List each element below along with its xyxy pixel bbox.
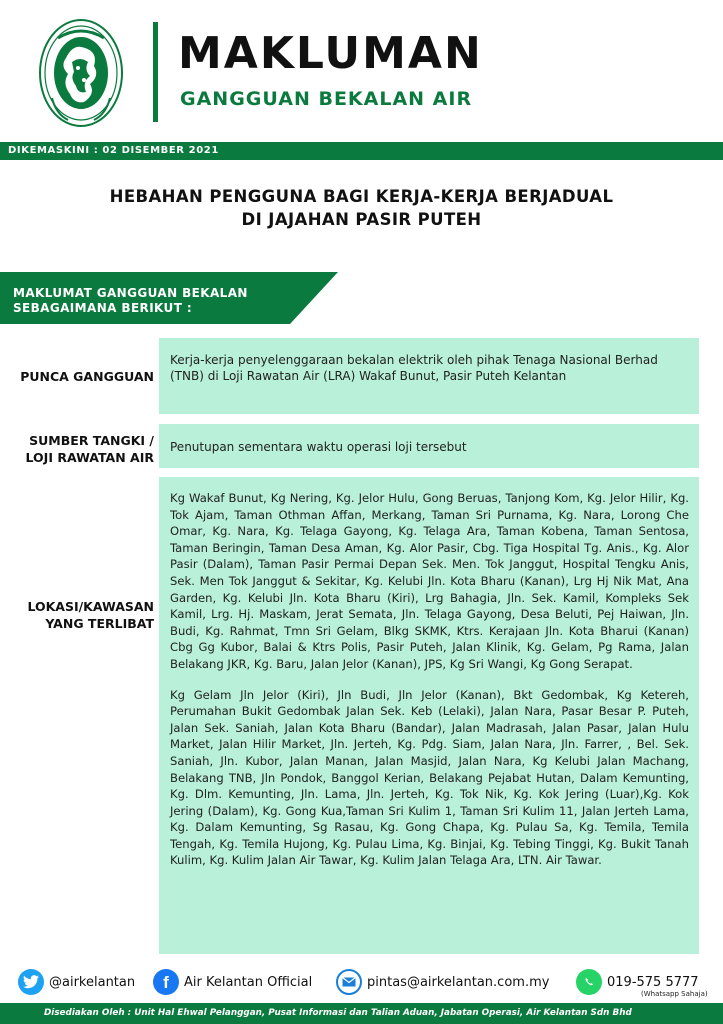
facebook-name: Air Kelantan Official — [184, 974, 313, 990]
contact-footer — [0, 962, 723, 1002]
page-subtitle: GANGGUAN BEKALAN AIR — [180, 88, 473, 110]
company-logo — [38, 18, 124, 128]
phone-number: 019-575 5777 — [607, 974, 699, 990]
prepared-by-bar — [0, 1003, 723, 1024]
twitter-handle: @airkelantan — [49, 974, 136, 990]
cause-label: PUNCA GANGGUAN — [20, 369, 154, 384]
locations-box — [159, 477, 699, 954]
source-text: Penutupan sementara waktu operasi loji tersebut — [170, 440, 467, 454]
locations-label — [27, 598, 154, 632]
headline-line1: HEBAHAN PENGGUNA BAGI KERJA-KERJA BERJADUAL — [109, 187, 614, 206]
facebook-contact[interactable] — [153, 962, 312, 1002]
logo-icon — [38, 18, 124, 128]
section-banner — [0, 272, 340, 324]
updated-date: DIKEMASKINI : 02 DISEMBER 2021 — [8, 145, 219, 156]
cause-text: Kerja-kerja penyelenggaraan bekalan elektrik oleh pihak Tenaga Nasional Berhad (TNB) di Loji Rawatan Air (LRA) Wakaf Bunut, Pasir Puteh Kelantan — [170, 353, 658, 383]
email-icon — [336, 969, 362, 995]
phone-note: (Whatsapp Sahaja) — [641, 990, 708, 998]
email-contact[interactable] — [336, 962, 549, 1002]
updated-bar — [0, 142, 723, 160]
facebook-icon: f — [153, 969, 179, 995]
cause-box — [159, 338, 699, 414]
locations-paragraph-1: Kg Wakaf Bunut, Kg Nering, Kg. Jelor Hulu, Gong Beruas, Tanjong Kom, Kg. Jelor Hilir, Kg. Tok Ajam, Taman Othman Affan, Merkang, Taman Sri Purnama, Kg. Nara, Lorong Che Omar, Kg. Nara, Kg. Telaga Gayong, Kg. Telaga Ara, Taman Kobena, Taman Sentosa, Taman Beringin, Taman Desa Aman, Kg. Alor Pasir, Cbg. Tiga Hospital Tg. Anis., Kg. Alor Pasir (Dalam), Taman Pasir Permai Depan Sek. Men. Tok Janggut, Hospital Tengku Anis, Sek. Men Tok Janggut & Sekitar, Kg. Kelubi Jln. Kota Bharu (Kanan), Lrg Hj Nik Mat, Ana Garden, Kg. Kelubi Jln. Kota Bharu (Kiri), Lrg Bahagia, Jln. Sek. Kamil, Kompleks Sek Kamil, Lrg. Hj. Maskam, Jerat Semata, Jln. Telaga Gayong, Desa Beluti, Pej Haiwan, Jln. Budi, Kg. Rahmat, Tmn Sri Gelam, Blkg SKMK, Ktrs. Kerajaan Jln. Kota Bharui (Kanan) Cbg Gg Kubor, Balai & Ktrs Polis, Pasir Puteh, Jalan Klinik, Kg. Gelam, Pg Rama, Jalan Belakang JKR, Kg. Baru, Jalan Jelor (Kanan), JPS, Kg Sri Wangi, Kg Gong Serapat. — [170, 491, 689, 671]
source-label — [26, 432, 154, 466]
page-title: MAKLUMAN — [178, 28, 483, 79]
email-address: pintas@airkelantan.com.my — [367, 974, 550, 990]
header-divider — [153, 22, 158, 122]
locations-label-line2: YANG TERLIBAT — [45, 616, 154, 631]
announcement-headline — [0, 185, 723, 231]
whatsapp-icon — [576, 969, 602, 995]
twitter-contact[interactable] — [18, 962, 135, 1002]
source-box — [159, 424, 699, 468]
locations-label-line1: LOKASI/KAWASAN — [27, 599, 154, 614]
banner-line2: SEBAGAIMANA BERIKUT : — [13, 301, 193, 315]
source-label-line1: SUMBER TANGKI / — [29, 433, 154, 448]
headline-line2: DI JAJAHAN PASIR PUTEH — [241, 210, 482, 229]
twitter-icon — [18, 969, 44, 995]
prepared-by-text: Disediakan Oleh : Unit Hal Ehwal Pelanggan, Pusat Informasi dan Talian Aduan, Jabatan Operasi, Air Kelantan Sdn Bhd — [44, 1008, 632, 1018]
locations-paragraph-2: Kg Gelam Jln Jelor (Kiri), Jln Budi, Jln Jelor (Kanan), Bkt Gedombak, Kg Ketereh, Perumahan Bukit Gedombak Jalan Sek. Keb (Lelaki), Jalan Nara, Pasar Besar P. Puteh, Jalan Sek. Saniah, Jalan Kota Bharu (Bandar), Jalan Madrasah, Jalan Pasar, Jalan Hulu Market, Jalan Hilir Market, Jln. Jerteh, Kg. Pdg. Siam, Jalan Nara, Jln. Farrer, , Bel. Sek. Saniah, Jln. Kubor, Jalan Manan, Jalan Masjid, Jalan Nara, Kg Kelubi Jalan Machang, Belakang TNB, Jln Pondok, Banggol Kerian, Belakang Pejabat Hutan, Dalam Kemunting, Kg. Dlm. Kemunting, Jln. Lama, Jln. Jerteh, Kg. Tok Nik, Kg. Kok Jering (Luar),Kg. Kok Jering (Dalam), Kg. Gong Kua,Taman Sri Kulim 1, Taman Sri Kulim 11, Jalan Jerteh Lama, Kg. Dalam Kemunting, Sg Rasau, Kg. Gong Chapa, Kg. Pulau Sa, Kg. Temila, Temila Tengah, Kg. Temila Hujong, Kg. Pulau Lima, Kg. Binjai, Kg. Tebing Tinggi, Kg. Bukit Tanah Kulim, Kg. Kulim Jalan Air Tawar, Kg. Kulim Jalan Telaga Ara, LTN. Air Tawar. — [170, 687, 689, 868]
source-label-line2: LOJI RAWATAN AIR — [25, 450, 154, 465]
banner-line1: MAKLUMAT GANGGUAN BEKALAN — [13, 286, 248, 300]
